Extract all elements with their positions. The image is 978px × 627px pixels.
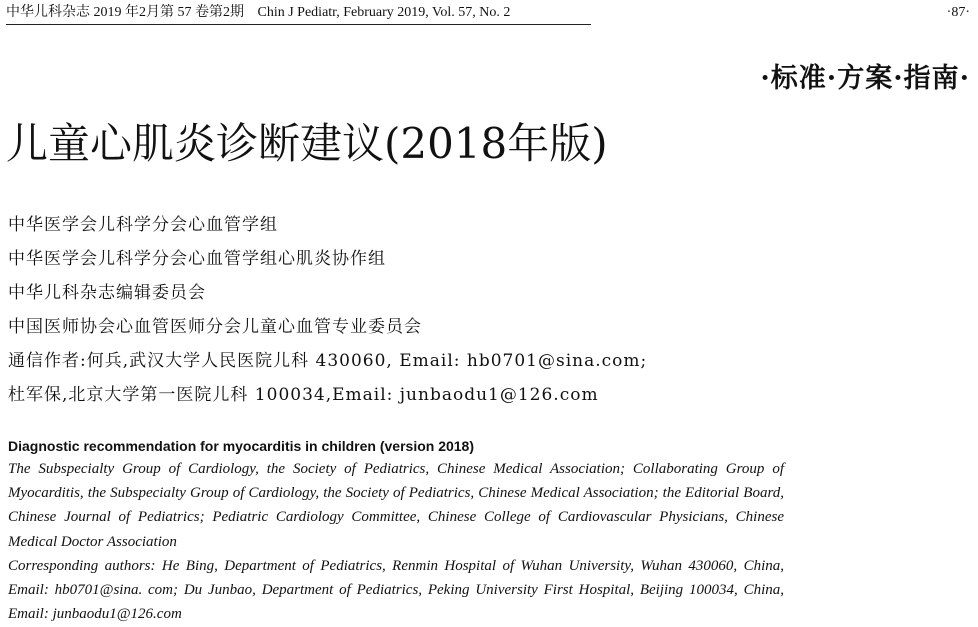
journal-name-cn: 中华儿科杂志 2019 年2月第 57 卷第2期: [6, 5, 244, 20]
article-title-en: Diagnostic recommendation for myocarditis in children (version 2018): [8, 438, 475, 454]
running-header: [6, 4, 591, 25]
english-abstract-header: [8, 435, 784, 626]
author-group-line: 中华医学会儿科学分会心血管学组心肌炎协作组: [8, 249, 386, 269]
page-number: ·87·: [946, 5, 970, 20]
corresponding-author-line: 通信作者:何兵,武汉大学人民医院儿科 430060, Email: hb0701@sina.com;: [8, 351, 648, 371]
corresponding-author-line: 杜军保,北京大学第一医院儿科 100034,Email: junbaodu1@126.com: [8, 385, 599, 405]
author-group-line: 中华医学会儿科学分会心血管学组: [8, 215, 278, 235]
author-group-line: 中国医师协会心血管医师分会儿童心血管专业委员会: [8, 317, 422, 337]
article-title-cn: 儿童心肌炎诊断建议(2018年版): [6, 119, 608, 168]
journal-name-en: Chin J Pediatr, February 2019, Vol. 57, No. 2: [257, 5, 511, 20]
section-tag: ·标准·方案·指南·: [760, 63, 970, 94]
author-group-line: 中华儿科杂志编辑委员会: [8, 283, 206, 303]
author-groups-en: The Subspecialty Group of Cardiology, the Society of Pediatrics, Chinese Medical Association; Collaborating Group of Myocarditis, the Subspecialty Group of Cardiology, the Society of Pediatrics, Chinese Medical Association; the Editorial Board, Chinese Journal of Pediatrics; Pediatric Cardiology Committee, Chinese College of Cardiovascular Physicians, Chinese Medical Doctor Association: [8, 461, 784, 550]
author-list-cn: [8, 208, 647, 412]
corresponding-authors-en: Corresponding authors: He Bing, Department of Pediatrics, Renmin Hospital of Wuhan University, Wuhan 430060, China, Email: hb0701@sina. com; Du Junbao, Department of Pediatrics, Peking University First Hospital, Beijing 100034, China, Email: junbaodu1@126.com: [8, 557, 784, 623]
